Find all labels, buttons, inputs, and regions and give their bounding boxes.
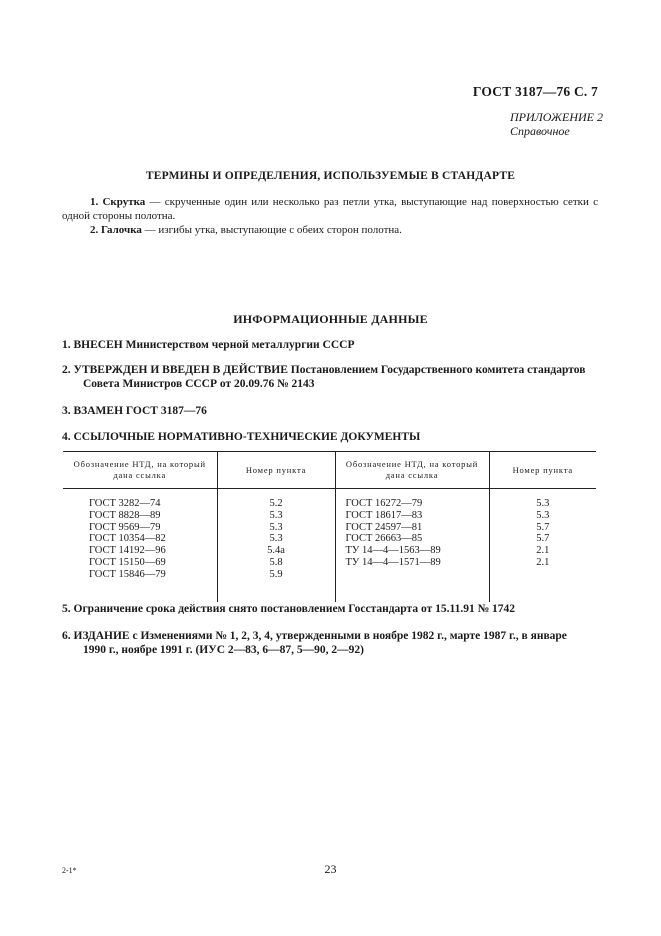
clause-number: 5.4а (267, 545, 285, 557)
info-item-1 (62, 338, 602, 352)
table-header-row (63, 452, 596, 489)
clause-column-left (217, 489, 335, 603)
doc-ref: ТУ 14—4—1571—89 (345, 556, 441, 568)
col-header-doc: Обозначение НТД, на который дана ссылка (335, 452, 489, 489)
clause-number: 5.3 (269, 533, 283, 545)
clause-number: 5.7 (536, 533, 550, 545)
table-row (63, 489, 596, 603)
doc-ref: ГОСТ 10354—82 (89, 533, 166, 545)
doc-ref: ГОСТ 9569—79 (89, 521, 161, 533)
info-heading: ИНФОРМАЦИОННЫЕ ДАННЫЕ (233, 312, 428, 326)
appendix-type: Справочное (510, 124, 570, 138)
doc-ref: ГОСТ 24597—81 (345, 521, 423, 533)
doc-column-left (63, 489, 217, 603)
doc-ref: ГОСТ 8828—89 (89, 509, 161, 521)
doc-ref: ТУ 14—4—1563—89 (345, 545, 441, 557)
clause-number: 5.3 (536, 498, 550, 509)
clause-number: 5.3 (536, 509, 550, 521)
clause-number: 5.8 (269, 556, 283, 568)
doc-ref: ГОСТ 18617—83 (345, 509, 423, 521)
doc-column-right (335, 489, 489, 603)
clause-column-right (489, 489, 596, 603)
info-item-2 (62, 363, 602, 391)
terms-heading: ТЕРМИНЫ И ОПРЕДЕЛЕНИЯ, ИСПОЛЬЗУЕМЫЕ В СТАНДАРТЕ (145, 170, 516, 182)
clause-number: 2.1 (536, 556, 550, 568)
item-text: 6. ИЗДАНИЕ с Изменениями № 1, 2, 3, 4, утвержденными в ноябре 1982 г., марте 1987 г., в январе (62, 630, 567, 642)
page-number: 23 (324, 862, 337, 876)
clause-number: 5.2 (269, 498, 283, 509)
terms-section (62, 195, 598, 237)
term-name: 1. Скрутка (90, 196, 146, 208)
term-name: 2. Галочка (90, 224, 142, 236)
clause-number: 5.7 (536, 521, 550, 533)
term-definition: — скрученные один или несколько раз петли утка, выступающие над поверхностью сетки с одной стороны полотна. (62, 196, 598, 222)
item-continuation: 1990 г., ноябре 1991 г. (ИУС 2—83, 6—87, 5—90, 2—92) (83, 644, 364, 656)
reference-documents-table (63, 451, 596, 602)
info-item-6 (62, 629, 602, 657)
item-head: 2. УТВЕРЖДЕН И ВВЕДЕН В ДЕЙСТВИЕ (62, 364, 288, 376)
term-definition: — изгибы утка, выступающие с обеих сторон полотна. (141, 224, 402, 236)
item-head: 1. ВНЕСЕН (62, 339, 123, 351)
appendix-title: ПРИЛОЖЕНИЕ 2 (510, 110, 603, 124)
term-entry (62, 223, 598, 237)
item-text: Министерством черной металлургии СССР (122, 339, 355, 351)
term-entry (62, 195, 598, 223)
item-text: Постановлением Государственного комитета стандартов (287, 364, 586, 376)
item-continuation: Совета Министров СССР от 20.09.76 № 2143 (83, 378, 315, 390)
doc-ref: ГОСТ 14192—96 (89, 545, 166, 557)
document-code: ГОСТ 3187—76 С. 7 (472, 84, 598, 99)
doc-ref: ГОСТ 26663—85 (345, 533, 423, 545)
clause-number: 2.1 (536, 545, 550, 557)
col-header-clause: Номер пункта (489, 452, 596, 489)
print-mark: 2-1* (62, 866, 77, 875)
info-item-5: 5. Ограничение срока действия снято постановлением Госстандарта от 15.11.91 № 1742 (62, 603, 516, 615)
info-item-3: 3. ВЗАМЕН ГОСТ 3187—76 (62, 405, 207, 417)
col-header-doc: Обозначение НТД, на который дана ссылка (63, 452, 217, 489)
doc-ref: ГОСТ 15150—69 (89, 556, 166, 568)
doc-ref: ГОСТ 16272—79 (345, 498, 423, 509)
info-item-4: 4. ССЫЛОЧНЫЕ НОРМАТИВНО-ТЕХНИЧЕСКИЕ ДОКУМЕНТЫ (62, 431, 421, 443)
appendix-label (510, 110, 603, 138)
clause-number: 5.3 (269, 521, 283, 533)
col-header-clause: Номер пункта (217, 452, 335, 489)
doc-ref: ГОСТ 15846—79 (89, 568, 166, 580)
clause-number: 5.9 (269, 568, 283, 580)
doc-ref: ГОСТ 3282—74 (89, 498, 161, 509)
clause-number: 5.3 (269, 509, 283, 521)
